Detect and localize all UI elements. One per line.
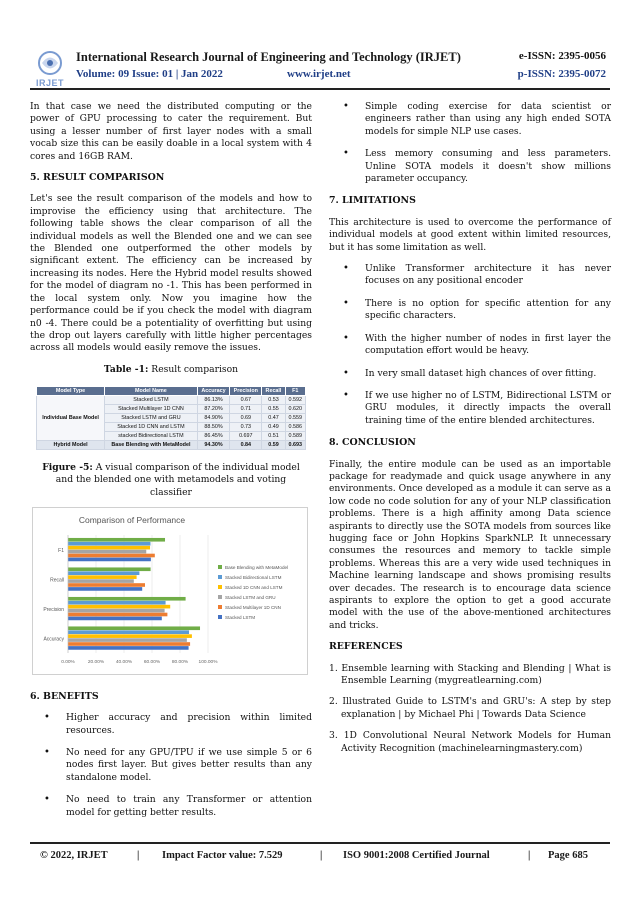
chart-bar [68, 642, 190, 646]
list-item: • With the higher number of nodes in first layer the computation effort would be heavy. [329, 333, 611, 358]
chart-x-tick-label: 0.00% [61, 659, 75, 665]
result-table-wrapper [30, 386, 312, 450]
p-issn: p-ISSN: 2395-0072 [517, 68, 606, 80]
references-heading: REFERENCES [329, 641, 403, 653]
list-item: • In very small dataset high chances of over fitting. [329, 368, 611, 380]
table-header-cell: Accuracy [197, 387, 229, 396]
table-header-cell: Precision [230, 387, 262, 396]
table-header-cell: F1 [285, 387, 305, 396]
footer-separator: | [137, 850, 140, 861]
chart-bar [68, 575, 137, 579]
performance-chart [32, 507, 308, 675]
table-cell: 0.84 [230, 441, 262, 450]
footer-impact-factor: Impact Factor value: 7.529 [162, 850, 283, 861]
chart-bar [68, 553, 155, 557]
table-cell: 0.67 [230, 396, 262, 405]
chart-bar [68, 638, 187, 642]
table-row-hybrid [37, 441, 306, 450]
chart-category-label: Recall [50, 576, 64, 583]
table-header-row [37, 387, 306, 396]
journal-title: International Research Journal of Engineering and Technology (IRJET) [76, 50, 461, 64]
table-row [37, 396, 306, 405]
chart-bar [68, 612, 167, 616]
section-5-paragraph: Let's see the result comparison of the models and how to improvise the efficiency using that architecture. The following table shows the clear comparison of all the individual models as well the Blended one and we can see the Blended one outperformed the other models by significant extent. The efficiency can be increased by increasing its nodes. Here the Hybrid model results showed for the model of diagram no -1. This has been performed in the local system only. Now you imagine how the performance could be if you check the model with diagram n0 -4. There could be a potentiality of overfitting but using the drop out layers carefully with little higher percentages across all models would easily remove the issues. [30, 193, 312, 354]
performance-chart-svg [32, 507, 308, 675]
chart-legend-label: Stacked Bidirectional LSTM [225, 574, 282, 580]
chart-bar [68, 597, 186, 601]
list-item: • Unlike Transformer architecture it has never focuses on any positional encoder [329, 263, 611, 288]
chart-bar [68, 567, 151, 571]
benefits-list [30, 712, 312, 819]
chart-bar [68, 601, 166, 605]
list-item: • No need to train any Transformer or attention model for getting better results. [30, 794, 312, 819]
list-item: • No need for any GPU/TPU if we use simple 5 or 6 nodes first layer. But gives better results than any standalone model. [30, 747, 312, 784]
chart-legend-swatch [218, 595, 222, 599]
chart-x-tick-label: 80.00% [171, 659, 189, 665]
footer-iso: ISO 9001:2008 Certified Journal [343, 850, 490, 861]
chart-legend-label: Stacked LSTM [225, 614, 256, 620]
right-column [329, 101, 611, 764]
table-cell: 0.69 [230, 414, 262, 423]
table-cell: 0.697 [230, 432, 262, 441]
table-cell: Base Blending with MetaModel [105, 441, 198, 450]
table-cell: 86.13% [197, 396, 229, 405]
chart-bar [68, 579, 134, 583]
reference-item[interactable]: 2. Illustrated Guide to LSTM's and GRU's: A step by step explanation | by Michael Phi | Towards Data Science [329, 696, 611, 720]
footer-separator: | [528, 850, 531, 861]
section-8-paragraph: Finally, the entire module can be used as an importable package for readymade and quick usage anywhere in any environments. Once developed as a module it can serve as a low code no code solution for any of your NLP classification problems. There is a high affinity among Data science aspirants to directly use the SOTA models from sources like hugging face or John Hopkins SparkNLP. It unnecessary consumes the resources and memory to tackle simple problems. Whereas this are a very wide used techniques in Machine learning landscape and shows promising results over decades. The research is to encourage data science aspirants to explore the option to get a good accurate model with the use of the above-mentioned architectures and tricks. [329, 458, 611, 631]
table-cell: Stacked LSTM [105, 396, 198, 405]
table-caption-label: Table -1: [103, 363, 149, 375]
chart-x-tick-label: 60.00% [143, 659, 161, 665]
chart-legend-swatch [218, 565, 222, 569]
chart-legend-swatch [218, 575, 222, 579]
chart-bar [68, 626, 200, 630]
chart-legend-label: Stacked Multilayer 1D CNN [225, 604, 281, 610]
chart-bar [68, 542, 150, 546]
table-cell: Stacked Multilayer 1D CNN [105, 405, 198, 414]
table-cell: 86.45% [197, 432, 229, 441]
table-cell: 0.592 [285, 396, 305, 405]
volume-issue: Volume: 09 Issue: 01 | Jan 2022 [76, 68, 223, 80]
table-header-cell: Recall [262, 387, 285, 396]
reference-item[interactable]: 3. 1D Convolutional Neural Network Models for Human Activity Recognition (machinelearningmastery.com) [329, 730, 611, 754]
figure-caption-text: A visual comparison of the individual model and the blended one with metamodels and voting classifier [55, 462, 300, 498]
chart-legend-swatch [218, 605, 222, 609]
list-item: • There is no option for specific attention for any specific characters. [329, 298, 611, 323]
chart-legend-label: Stacked LSTM and GRU [225, 594, 276, 600]
chart-category-label: Precision [43, 606, 64, 613]
chart-bar [68, 630, 189, 634]
table-cell: 0.49 [262, 423, 285, 432]
left-column [30, 101, 312, 829]
list-item: • Higher accuracy and precision within limited resources. [30, 712, 312, 737]
result-comparison-table [36, 386, 306, 450]
irjet-logo-icon [36, 50, 64, 76]
chart-bar [68, 571, 139, 575]
chart-bar [68, 605, 170, 609]
table-caption-text: Result comparison [148, 363, 239, 375]
table-cell: Hybrid Model [37, 441, 105, 450]
chart-bar [68, 634, 192, 638]
table-cell: 0.71 [230, 405, 262, 414]
table-cell: stacked Bidirectional LSTM [105, 432, 198, 441]
table-cell: 0.559 [285, 414, 305, 423]
chart-bar [68, 538, 165, 542]
logo-text: IRJET [35, 78, 64, 88]
section-5-heading: 5. RESULT COMPARISON [30, 172, 165, 184]
list-item: • Less memory consuming and less parameters. Unline SOTA models it doesn't show millions parameter occupancy. [329, 148, 611, 185]
section-7-paragraph: This architecture is used to overcome the performance of individual models at good extent within limited resources, but it has some limitation as well. [329, 216, 611, 253]
header-divider [30, 88, 610, 90]
chart-bar [68, 583, 145, 587]
table-header-cell: Model Type [37, 387, 105, 396]
chart-legend-swatch [218, 615, 222, 619]
list-item: • Simple coding exercise for data scientist or engineers rather than using any high ended SOTA models for simple NLP use cases. [329, 101, 611, 138]
benefits-continued-list [329, 101, 611, 185]
chart-bar [68, 587, 142, 591]
chart-legend-label: Base Blending with MetaModel [225, 564, 289, 570]
table-cell: 0.47 [262, 414, 285, 423]
table-cell: 0.586 [285, 423, 305, 432]
footer-separator: | [320, 850, 323, 861]
table-cell: 0.693 [285, 441, 305, 450]
chart-category-label: F1 [58, 547, 64, 554]
figure-caption [36, 462, 306, 499]
table-header-cell: Model Name [105, 387, 198, 396]
section-7-heading: 7. LIMITATIONS [329, 195, 416, 207]
chart-x-tick-label: 20.00% [87, 659, 105, 665]
chart-bar [68, 616, 162, 620]
table-cell: 0.59 [262, 441, 285, 450]
table-cell: 0.73 [230, 423, 262, 432]
table-cell: Stacked LSTM and GRU [105, 414, 198, 423]
e-issn: e-ISSN: 2395-0056 [518, 50, 606, 62]
limitations-list [329, 263, 611, 427]
intro-paragraph: In that case we need the distributed computing or the power of GPU processing to cater the requirement. But using a lesser number of first layer nodes with a small vocab size this can be easily doable in a local system with 4 cores and 16GB RAM. [30, 101, 312, 162]
footer-copyright: © 2022, IRJET [40, 850, 108, 861]
reference-item[interactable]: 1. Ensemble learning with Stacking and Blending | What is Ensemble Learning (mygreatlearning.com) [329, 662, 611, 687]
figure-caption-label: Figure -5: [42, 462, 93, 474]
list-item: • If we use higher no of LSTM, Bidirectional LSTM or GRU modules, it directly impacts the overall training time of the entire blended architectures. [329, 390, 611, 427]
section-8-heading: 8. CONCLUSION [329, 437, 416, 449]
chart-bar [68, 608, 165, 612]
chart-legend-label: Stacked 1D CNN and LSTM [225, 584, 283, 590]
footer-page-number: Page 685 [548, 850, 588, 861]
chart-bar [68, 549, 146, 553]
table-caption [30, 364, 312, 376]
chart-x-tick-label: 40.00% [115, 659, 133, 665]
table-cell: 0.620 [285, 405, 305, 414]
references-list [329, 663, 611, 755]
section-6-heading: 6. BENEFITS [30, 690, 99, 702]
chart-legend-swatch [218, 585, 222, 589]
table-cell: 0.51 [262, 432, 285, 441]
page-header [30, 44, 610, 90]
table-cell: 94.30% [197, 441, 229, 450]
chart-bar [68, 646, 189, 650]
footer-divider [30, 842, 610, 844]
table-cell: 87.20% [197, 405, 229, 414]
website-link[interactable]: www.irjet.net [287, 68, 351, 80]
chart-title: Comparison of Performance [78, 514, 186, 525]
group-label-cell: Individual Base Model [37, 396, 105, 441]
table-cell: 0.589 [285, 432, 305, 441]
chart-category-label: Accuracy [43, 635, 64, 642]
table-cell: 84.90% [197, 414, 229, 423]
chart-bar [68, 546, 150, 550]
chart-bar [68, 557, 151, 561]
table-cell: Stacked 1D CNN and LSTM [105, 423, 198, 432]
table-cell: 0.55 [262, 405, 285, 414]
table-cell: 0.53 [262, 396, 285, 405]
table-cell: 88.50% [197, 423, 229, 432]
chart-x-tick-label: 100.00% [198, 659, 218, 665]
